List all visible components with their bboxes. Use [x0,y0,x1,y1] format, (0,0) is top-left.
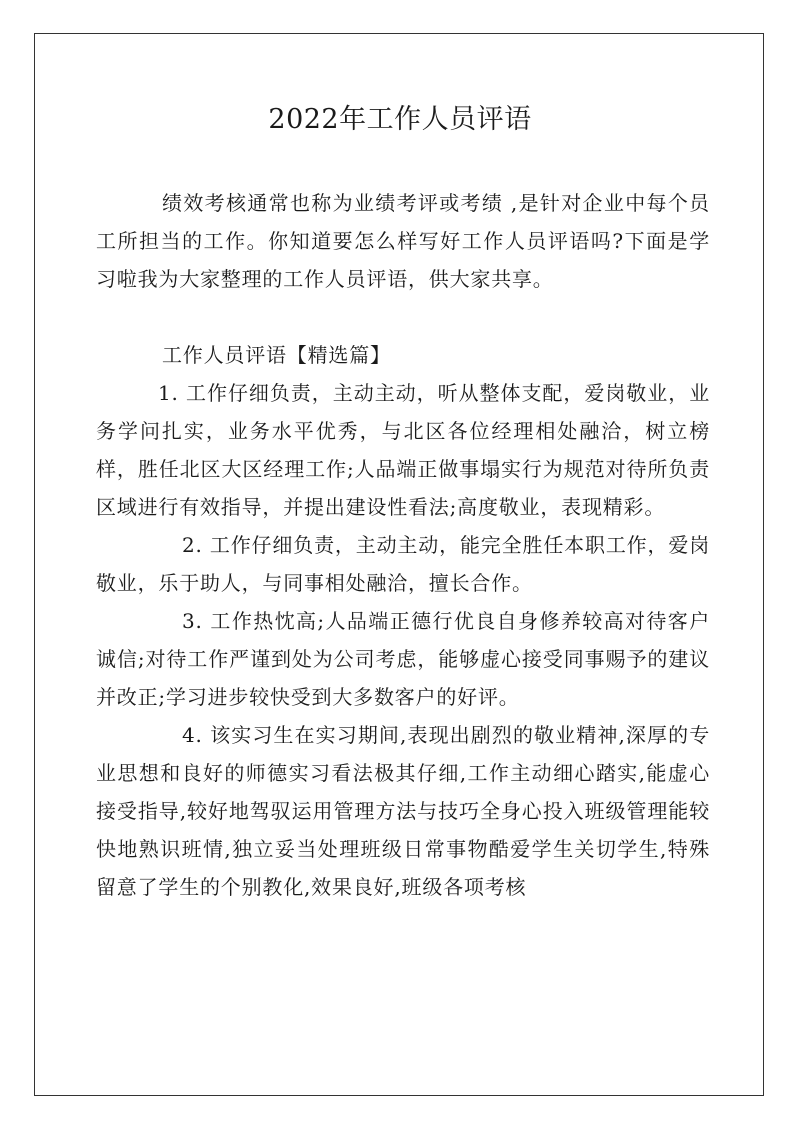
section-heading: 工作人员评语【精选篇】 [162,343,391,367]
item-paragraph-4: 4. 该实习生在实习期间,表现出剧烈的敬业精神,深厚的专业思想和良好的师德实习看法极其仔细,工作主动细心踏实,能虚心接受指导,较好地驾驭运用管理方法与技巧全身心投入班级管理能较快地熟识班情,独立妥当处理班级日常事物酷爱学生关切学生,特殊留意了学生的个别教化,效果良好,班级各项考核 [96,723,710,899]
section-spacer [96,298,710,336]
item-paragraph-1: 1. 工作仔细负责，主动主动，听从整体支配，爱岗敬业，业务学问扎实，业务水平优秀，与北区各位经理相处融洽，树立榜样，胜任北区大区经理工作;人品端正做事塌实行为规范对待所负责区域进行有效指导，并提出建设性看法;高度敬业，表现精彩。 [96,381,710,519]
item-paragraph-3: 3. 工作热忱高;人品端正德行优良自身修养较高对待客户诚信;对待工作严谨到处为公司考虑，能够虚心接受同事赐予的建议并改正;学习进步较快受到大多数客户的好评。 [96,609,710,709]
document-body [96,184,710,906]
document-title: 2022年工作人员评语 [268,104,532,135]
item-paragraph-2: 2. 工作仔细负责，主动主动，能完全胜任本职工作，爱岗敬业，乐于助人，与同事相处融洽，擅长合作。 [96,533,710,595]
intro-paragraph: 绩效考核通常也称为业绩考评或考绩 ,是针对企业中每个员工所担当的工作。你知道要怎么样写好工作人员评语吗?下面是学习啦我为大家整理的工作人员评语，供大家共享。 [96,191,710,291]
